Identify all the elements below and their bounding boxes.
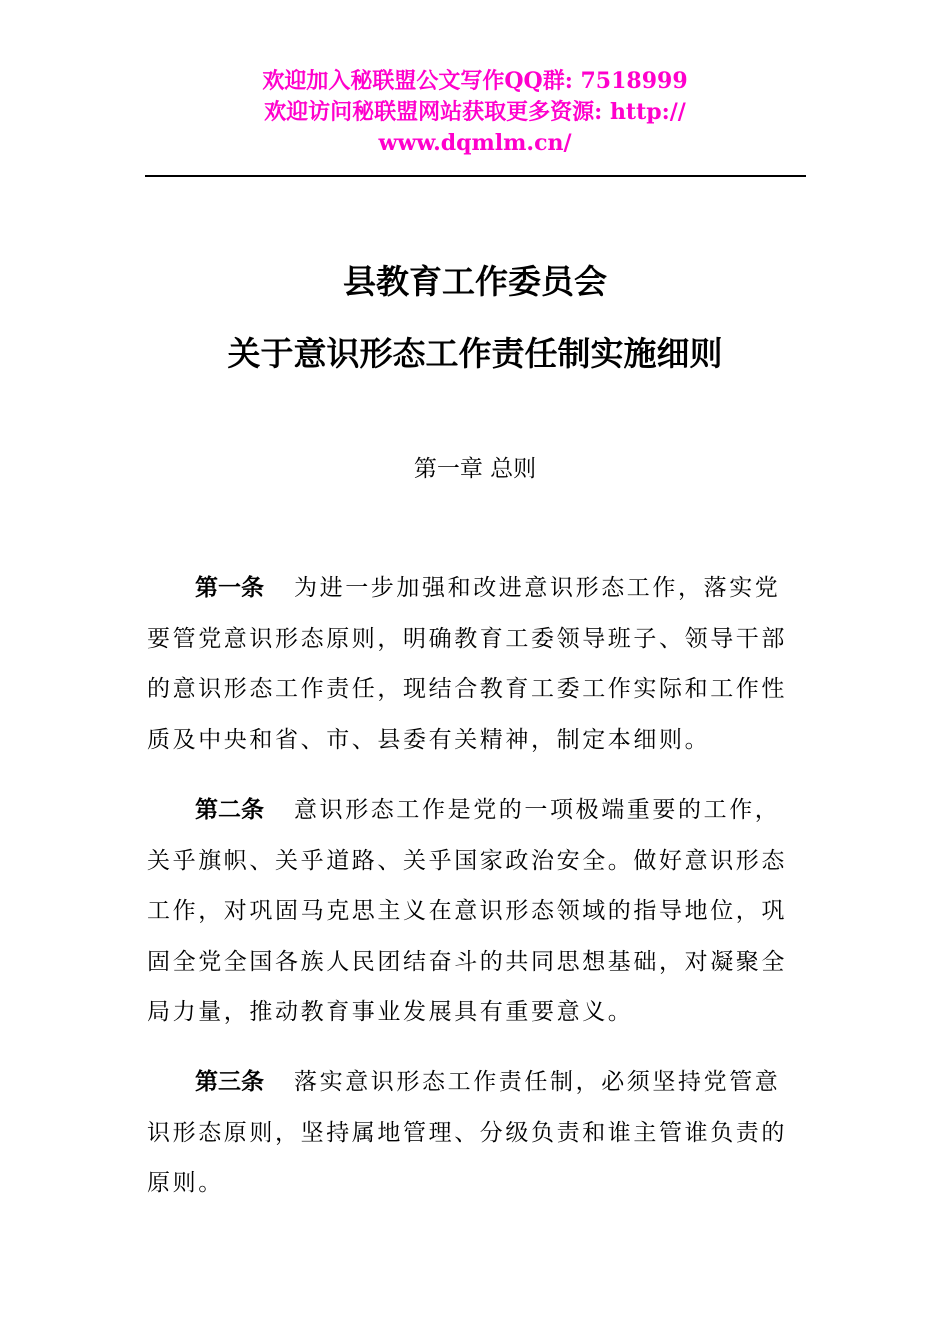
document-title-line-1: 县教育工作委员会 xyxy=(343,262,607,301)
banner-line-url: www.dqmlm.cn/ xyxy=(378,130,572,156)
article-text-line: 质及中央和省、市、县委有关精神，制定本细则。 xyxy=(147,726,711,753)
article-text-line: 关乎旗帜、关乎道路、关乎国家政治安全。做好意识形态 xyxy=(147,847,787,874)
article-text-line: 局力量，推动教育事业发展具有重要意义。 xyxy=(147,999,634,1025)
banner-line-qq-group: 欢迎加入秘联盟公文写作QQ群: 7518999 xyxy=(262,68,688,94)
article-text-line: 的意识形态工作责任，现结合教育工委工作实际和工作性 xyxy=(147,676,787,702)
article-text-line: 工作，对巩固马克思主义在意识形态领域的指导地位，巩 xyxy=(147,898,787,924)
article-3 xyxy=(147,1057,787,1209)
article-text-line: 原则。 xyxy=(147,1170,224,1196)
article-label: 第二条 xyxy=(195,797,264,823)
chapter-heading: 第一章 总则 xyxy=(413,456,537,482)
article-text: 落实意识形态工作责任制，必须坚持党管意 xyxy=(294,1069,781,1095)
article-text-line: 固全党全国各族人民团结奋斗的共同思想基础，对凝聚全 xyxy=(147,948,787,975)
article-text-line: 识形态原则，坚持属地管理、分级负责和谁主管谁负责的 xyxy=(147,1119,787,1146)
article-2 xyxy=(147,785,787,1038)
article-text: 意识形态工作是党的一项极端重要的工作， xyxy=(294,797,781,823)
banner-line-website: 欢迎访问秘联盟网站获取更多资源: http:// xyxy=(264,99,686,125)
article-first-line xyxy=(147,1057,787,1108)
article-text: 为进一步加强和改进意识形态工作，落实党 xyxy=(294,575,781,601)
article-label: 第三条 xyxy=(195,1069,264,1095)
article-first-line xyxy=(147,563,787,614)
header-divider xyxy=(145,175,806,177)
article-first-line xyxy=(147,785,787,836)
article-1 xyxy=(147,563,787,765)
header-banner xyxy=(145,66,805,159)
document-title-line-2: 关于意识形态工作责任制实施细则 xyxy=(227,334,723,373)
article-text-line: 要管党意识形态原则，明确教育工委领导班子、领导干部 xyxy=(147,625,787,652)
article-label: 第一条 xyxy=(195,575,264,601)
